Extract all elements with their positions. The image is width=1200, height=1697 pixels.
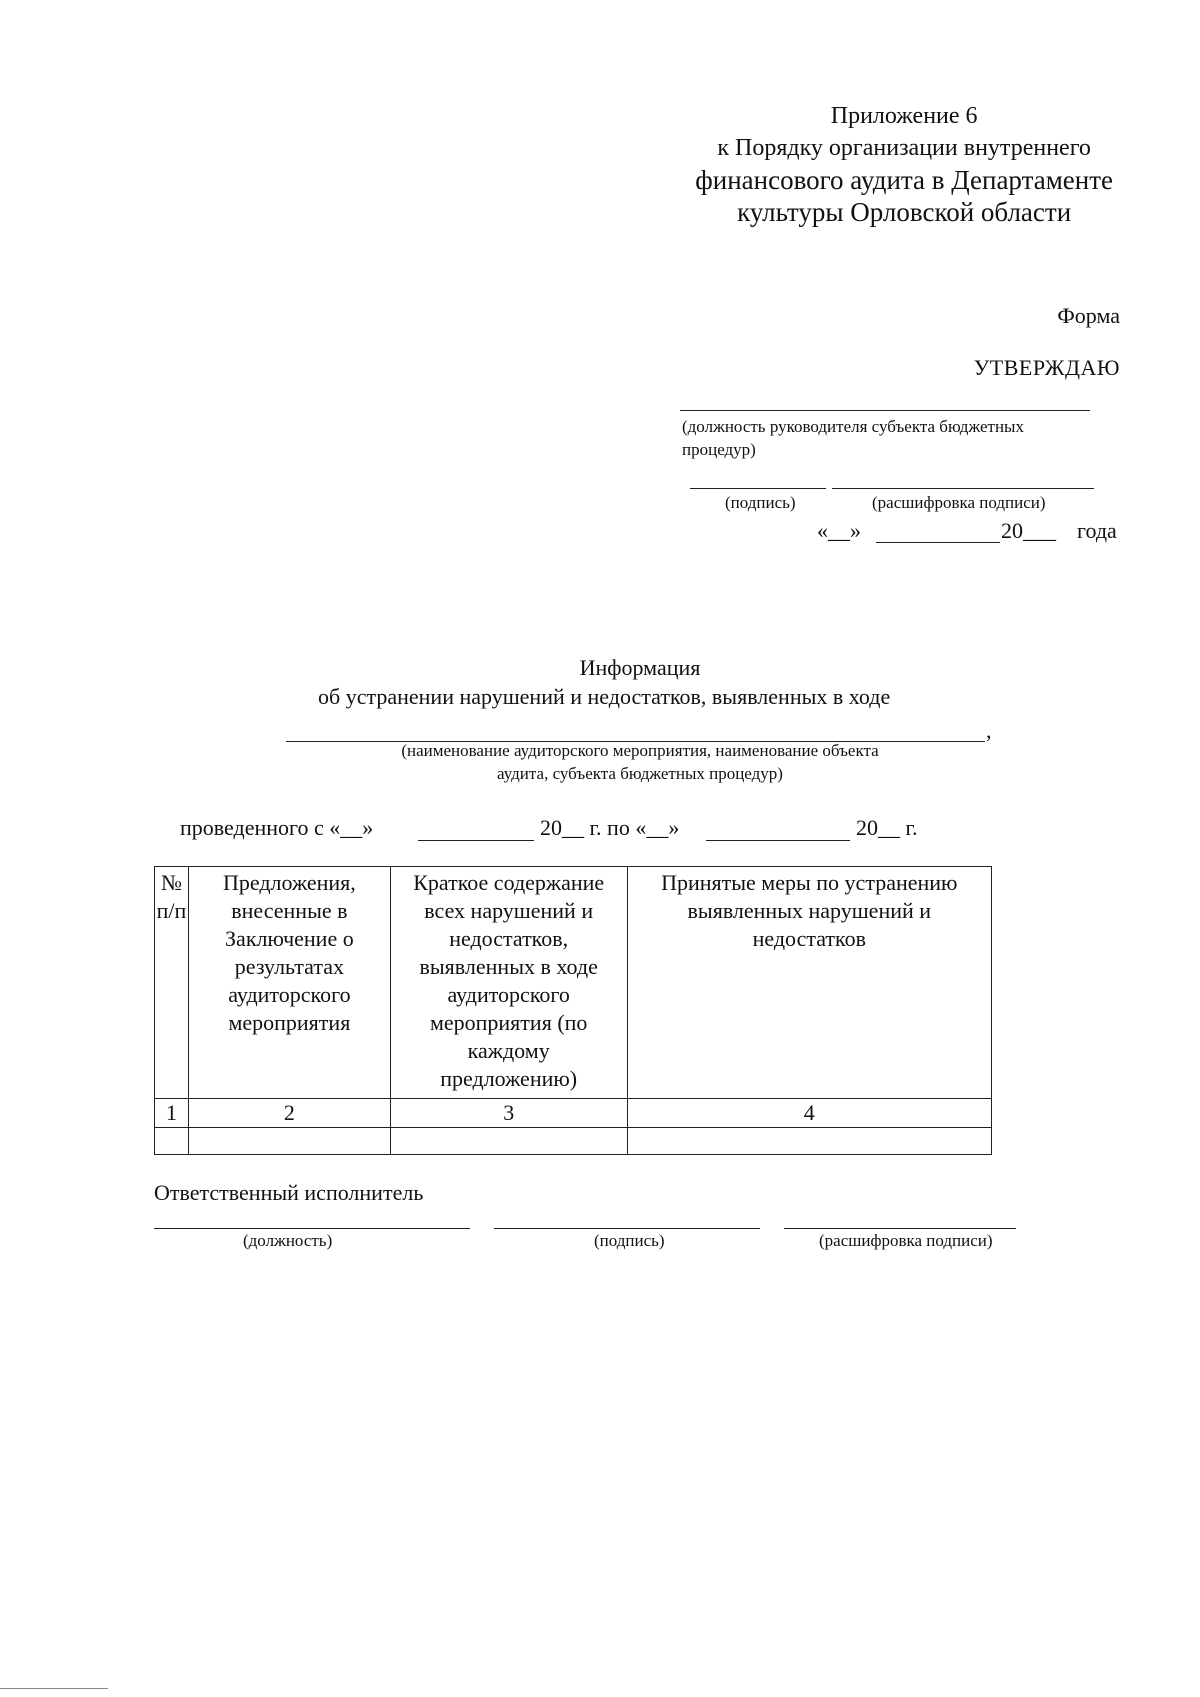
event-name-caption-2: аудита, субъекта бюджетных процедур) xyxy=(497,764,783,783)
table-number-row xyxy=(155,1099,992,1128)
event-name-caption-1: (наименование аудиторского мероприятия, наименование объекта xyxy=(401,741,879,760)
appendix-title: Приложение 6 xyxy=(830,103,978,129)
appendix-line-4: культуры Орловской области xyxy=(737,197,1072,227)
decoding-caption: (расшифровка подписи) xyxy=(872,493,1046,512)
header-measures: Принятые меры по устранению выявленных нарушений и недостатков xyxy=(627,867,991,1099)
approval-title: УТВЕРЖДАЮ xyxy=(973,355,1120,380)
table-cell xyxy=(188,1128,390,1155)
form-label: Форма xyxy=(1057,303,1120,328)
approval-date-month-line xyxy=(876,542,1000,543)
position-caption-2: процедур) xyxy=(682,440,756,459)
header-number: № п/п xyxy=(155,867,189,1099)
period-month-1-line xyxy=(418,840,534,841)
column-number-1: 1 xyxy=(155,1099,189,1128)
event-name-comma: , xyxy=(986,718,992,743)
header-proposals: Предложения, внесенные в Заключение о результатах аудиторского мероприятия xyxy=(188,867,390,1099)
decoding-line xyxy=(832,488,1094,489)
responsible-signature-line xyxy=(494,1228,760,1229)
column-number-4: 4 xyxy=(627,1099,991,1128)
responsible-signature-caption: (подпись) xyxy=(594,1231,665,1250)
appendix-line-3: финансового аудита в Департаменте xyxy=(695,165,1113,195)
document-title: Информация xyxy=(579,655,701,680)
responsible-decoding-caption: (расшифровка подписи) xyxy=(819,1231,993,1250)
measures-table xyxy=(154,866,992,1155)
position-line xyxy=(680,410,1090,411)
table-cell xyxy=(390,1128,627,1155)
period-month-2-line xyxy=(706,840,850,841)
scan-edge-mark xyxy=(0,1688,108,1689)
responsible-decoding-line xyxy=(784,1228,1016,1229)
responsible-title: Ответственный исполнитель xyxy=(154,1180,424,1205)
signature-line xyxy=(690,488,826,489)
column-number-3: 3 xyxy=(390,1099,627,1128)
responsible-position-line xyxy=(154,1228,470,1229)
table-header-row xyxy=(155,867,992,1099)
approval-date-open: «__» xyxy=(817,518,861,543)
header-violations: Краткое содержание всех нарушений и недостатков, выявленных в ходе аудиторского мероприятия (по каждому предложению) xyxy=(390,867,627,1099)
table-empty-row xyxy=(155,1128,992,1155)
document-subtitle: об устранении нарушений и недостатков, выявленных в ходе xyxy=(318,684,891,709)
appendix-header xyxy=(695,100,1113,228)
approval-date-suffix: года xyxy=(1077,518,1117,543)
position-caption-1: (должность руководителя субъекта бюджетных xyxy=(682,417,1024,436)
period-year-2: 20__ г. xyxy=(856,815,918,840)
table-cell xyxy=(627,1128,991,1155)
period-year-1: 20__ г. по «__» xyxy=(540,815,680,840)
appendix-line-2: к Порядку организации внутреннего xyxy=(717,135,1091,161)
approval-date-year: 20___ xyxy=(1001,518,1056,543)
responsible-position-caption: (должность) xyxy=(243,1231,333,1250)
signature-caption: (подпись) xyxy=(725,493,796,512)
column-number-2: 2 xyxy=(188,1099,390,1128)
table-cell xyxy=(155,1128,189,1155)
period-start-text: проведенного с «__» xyxy=(180,815,374,840)
